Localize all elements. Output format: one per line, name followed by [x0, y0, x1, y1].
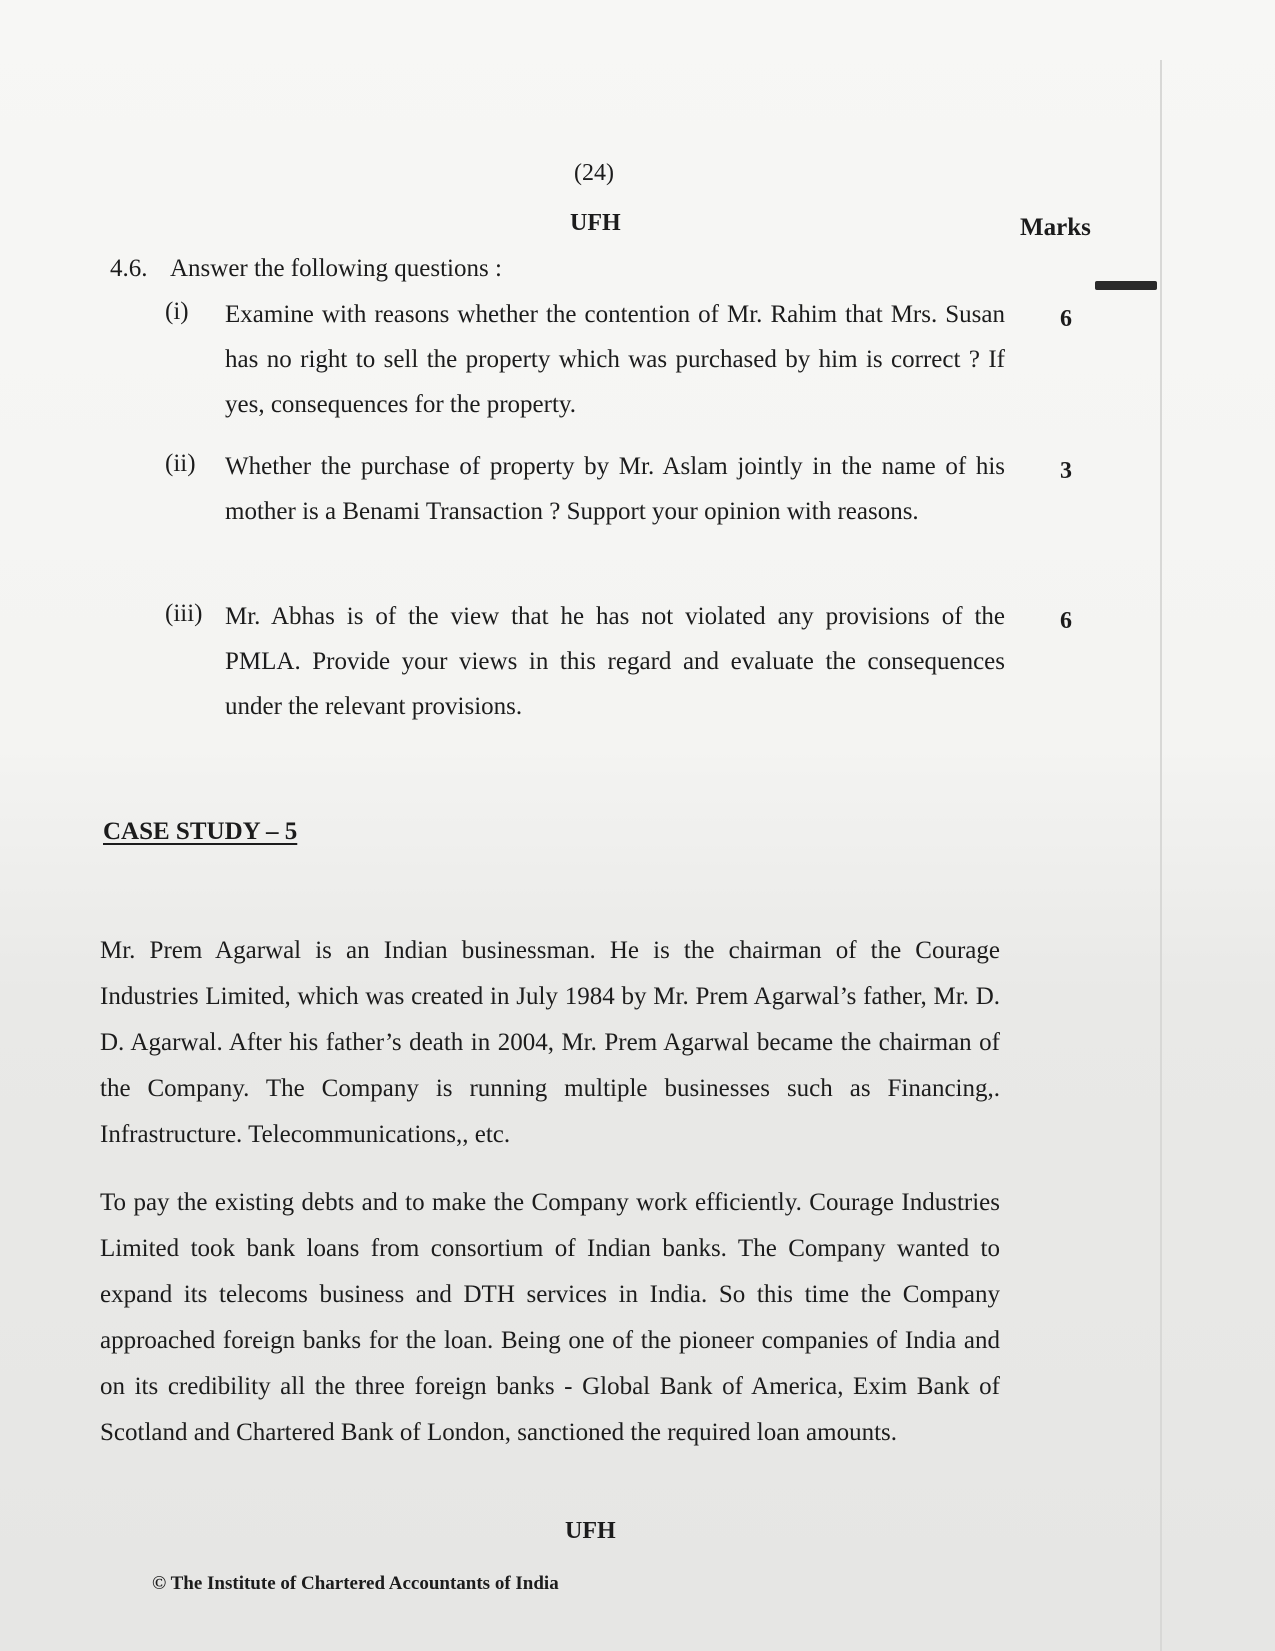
case-study-title: CASE STUDY – 5 [103, 818, 298, 845]
item-marks: 6 [1060, 306, 1072, 332]
paper-code-top: UFH [570, 210, 621, 236]
edge-mark [1095, 281, 1157, 290]
question-heading [110, 255, 502, 283]
item-numeral: (iii) [165, 600, 203, 627]
paper-code-bottom: UFH [565, 1518, 616, 1544]
item-numeral: (ii) [165, 450, 196, 477]
marks-heading: Marks [1020, 214, 1091, 241]
case-paragraph-1: Mr. Prem Agarwal is an Indian businessman. He is the chairman of the Courage Industries Limited, which was created in July 1984 by Mr. Prem Agarwal’s father, Mr. D. D. Agarwal. After his father’s death in 2004, Mr. Prem Agarwal became the chairman of the Company. The Company is running multiple businesses such as Financing,. Infrastructure. Telecommunications,, etc. [100, 937, 1000, 1148]
item-marks: 6 [1060, 608, 1072, 634]
item-text: Mr. Abhas is of the view that he has not violated any provisions of the PMLA. Provide your views in this regard and evaluate the consequences under the relevant provisions. [225, 603, 1005, 720]
page-number: (24) [574, 160, 614, 186]
item-numeral: (i) [165, 298, 189, 325]
question-prompt: Answer the following questions : [170, 255, 502, 282]
case-paragraph-2: To pay the existing debts and to make the Company work efficiently. Courage Industries Limited took bank loans from consortium of Indian banks. The Company wanted to expand its telecoms business and DTH services in India. So this time the Company approached foreign banks for the loan. Being one of the pioneer companies of India and on its credibility all the three foreign banks - Global Bank of America, Exim Bank of Scotland and Chartered Bank of London, sanctioned the required loan amounts. [100, 1189, 1000, 1446]
item-text: Whether the purchase of property by Mr. Aslam jointly in the name of his mother is a Benami Transaction ? Support your opinion with reasons. [225, 453, 1005, 525]
page-edge [1160, 60, 1162, 1651]
item-text: Examine with reasons whether the contention of Mr. Rahim that Mrs. Susan has no right to sell the property which was purchased by him is correct ? If yes, consequences for the property. [225, 301, 1005, 418]
question-number: 4.6. [110, 255, 148, 282]
item-marks: 3 [1060, 458, 1072, 484]
copyright-notice: © The Institute of Chartered Accountants of India [152, 1573, 559, 1594]
